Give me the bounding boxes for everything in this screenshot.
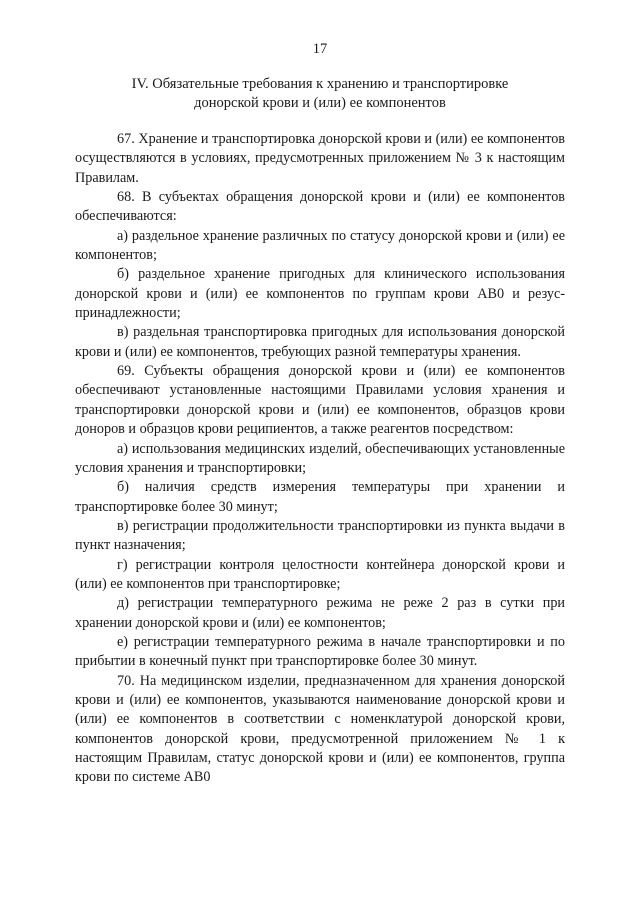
list-item-68b: б) раздельное хранение пригодных для клинического использования донорской крови и (или) ее компонентов по группам крови AB0 и резус-принадлежности; <box>75 266 565 322</box>
document-body <box>75 130 565 788</box>
list-item-69c: в) регистрации продолжительности транспортировки из пункта выдачи в пункт назначения; <box>75 517 565 554</box>
list-item-69f: е) регистрации температурного режима в начале транспортировки и по прибытии в конечный пункт при транспортировке более 30 минут. <box>75 633 565 670</box>
paragraph-67: 67. Хранение и транспортировка донорской крови и (или) ее компонентов осуществляются в условиях, предусмотренных приложением № 3 к настоящим Правилам. <box>75 131 565 186</box>
list-item-69e: д) регистрации температурного режима не реже 2 раз в сутки при хранении донорской крови и (или) ее компонентов; <box>75 595 565 631</box>
section-title-line: IV. Обязательные требования к хранению и транспортировке <box>131 76 509 92</box>
list-item-68c: в) раздельная транспортировка пригодных для использования донорской крови и (или) ее компонентов, требующих разной температуры хранения. <box>75 324 565 360</box>
list-item-69d: г) регистрации контроля целостности контейнера донорской крови и (или) ее компонентов при транспортировке; <box>75 556 565 592</box>
list-item-68a: а) раздельное хранение различных по статусу донорской крови и (или) ее компонентов; <box>75 227 565 264</box>
list-item-69b: б) наличия средств измерения температуры при хранении и транспортировке более 30 минут; <box>75 479 565 515</box>
paragraph-69: 69. Субъекты обращения донорской крови и (или) ее компонентов обеспечивают установленные настоящими Правилами условия хранения и транспортировки донорской крови и (или) ее компонентов, образцов крови доноров и образцов крови реципиентов, а также реагентов посредством: <box>75 363 565 438</box>
paragraph-70: 70. На медицинском изделии, предназначенном для хранения донорской крови и (или) ее компонентов, указываются наименование донорской крови и (или) ее компонентов в соответствии с номенклатурой донорской крови, компонентов донорской крови, предусмотренной приложением № 1 к настоящим Правилам, статус донорской крови и (или) ее компонентов, группа крови по системе AB0 <box>75 672 565 786</box>
section-title-line: донорской крови и (или) ее компонентов <box>194 95 446 111</box>
page-number: 17 <box>312 41 328 57</box>
list-item-69a: а) использования медицинских изделий, обеспечивающих установленные условия хранения и транспортировки; <box>75 440 565 476</box>
paragraph-68: 68. В субъектах обращения донорской крови и (или) ее компонентов обеспечиваются: <box>75 189 565 225</box>
section-title <box>75 75 565 113</box>
